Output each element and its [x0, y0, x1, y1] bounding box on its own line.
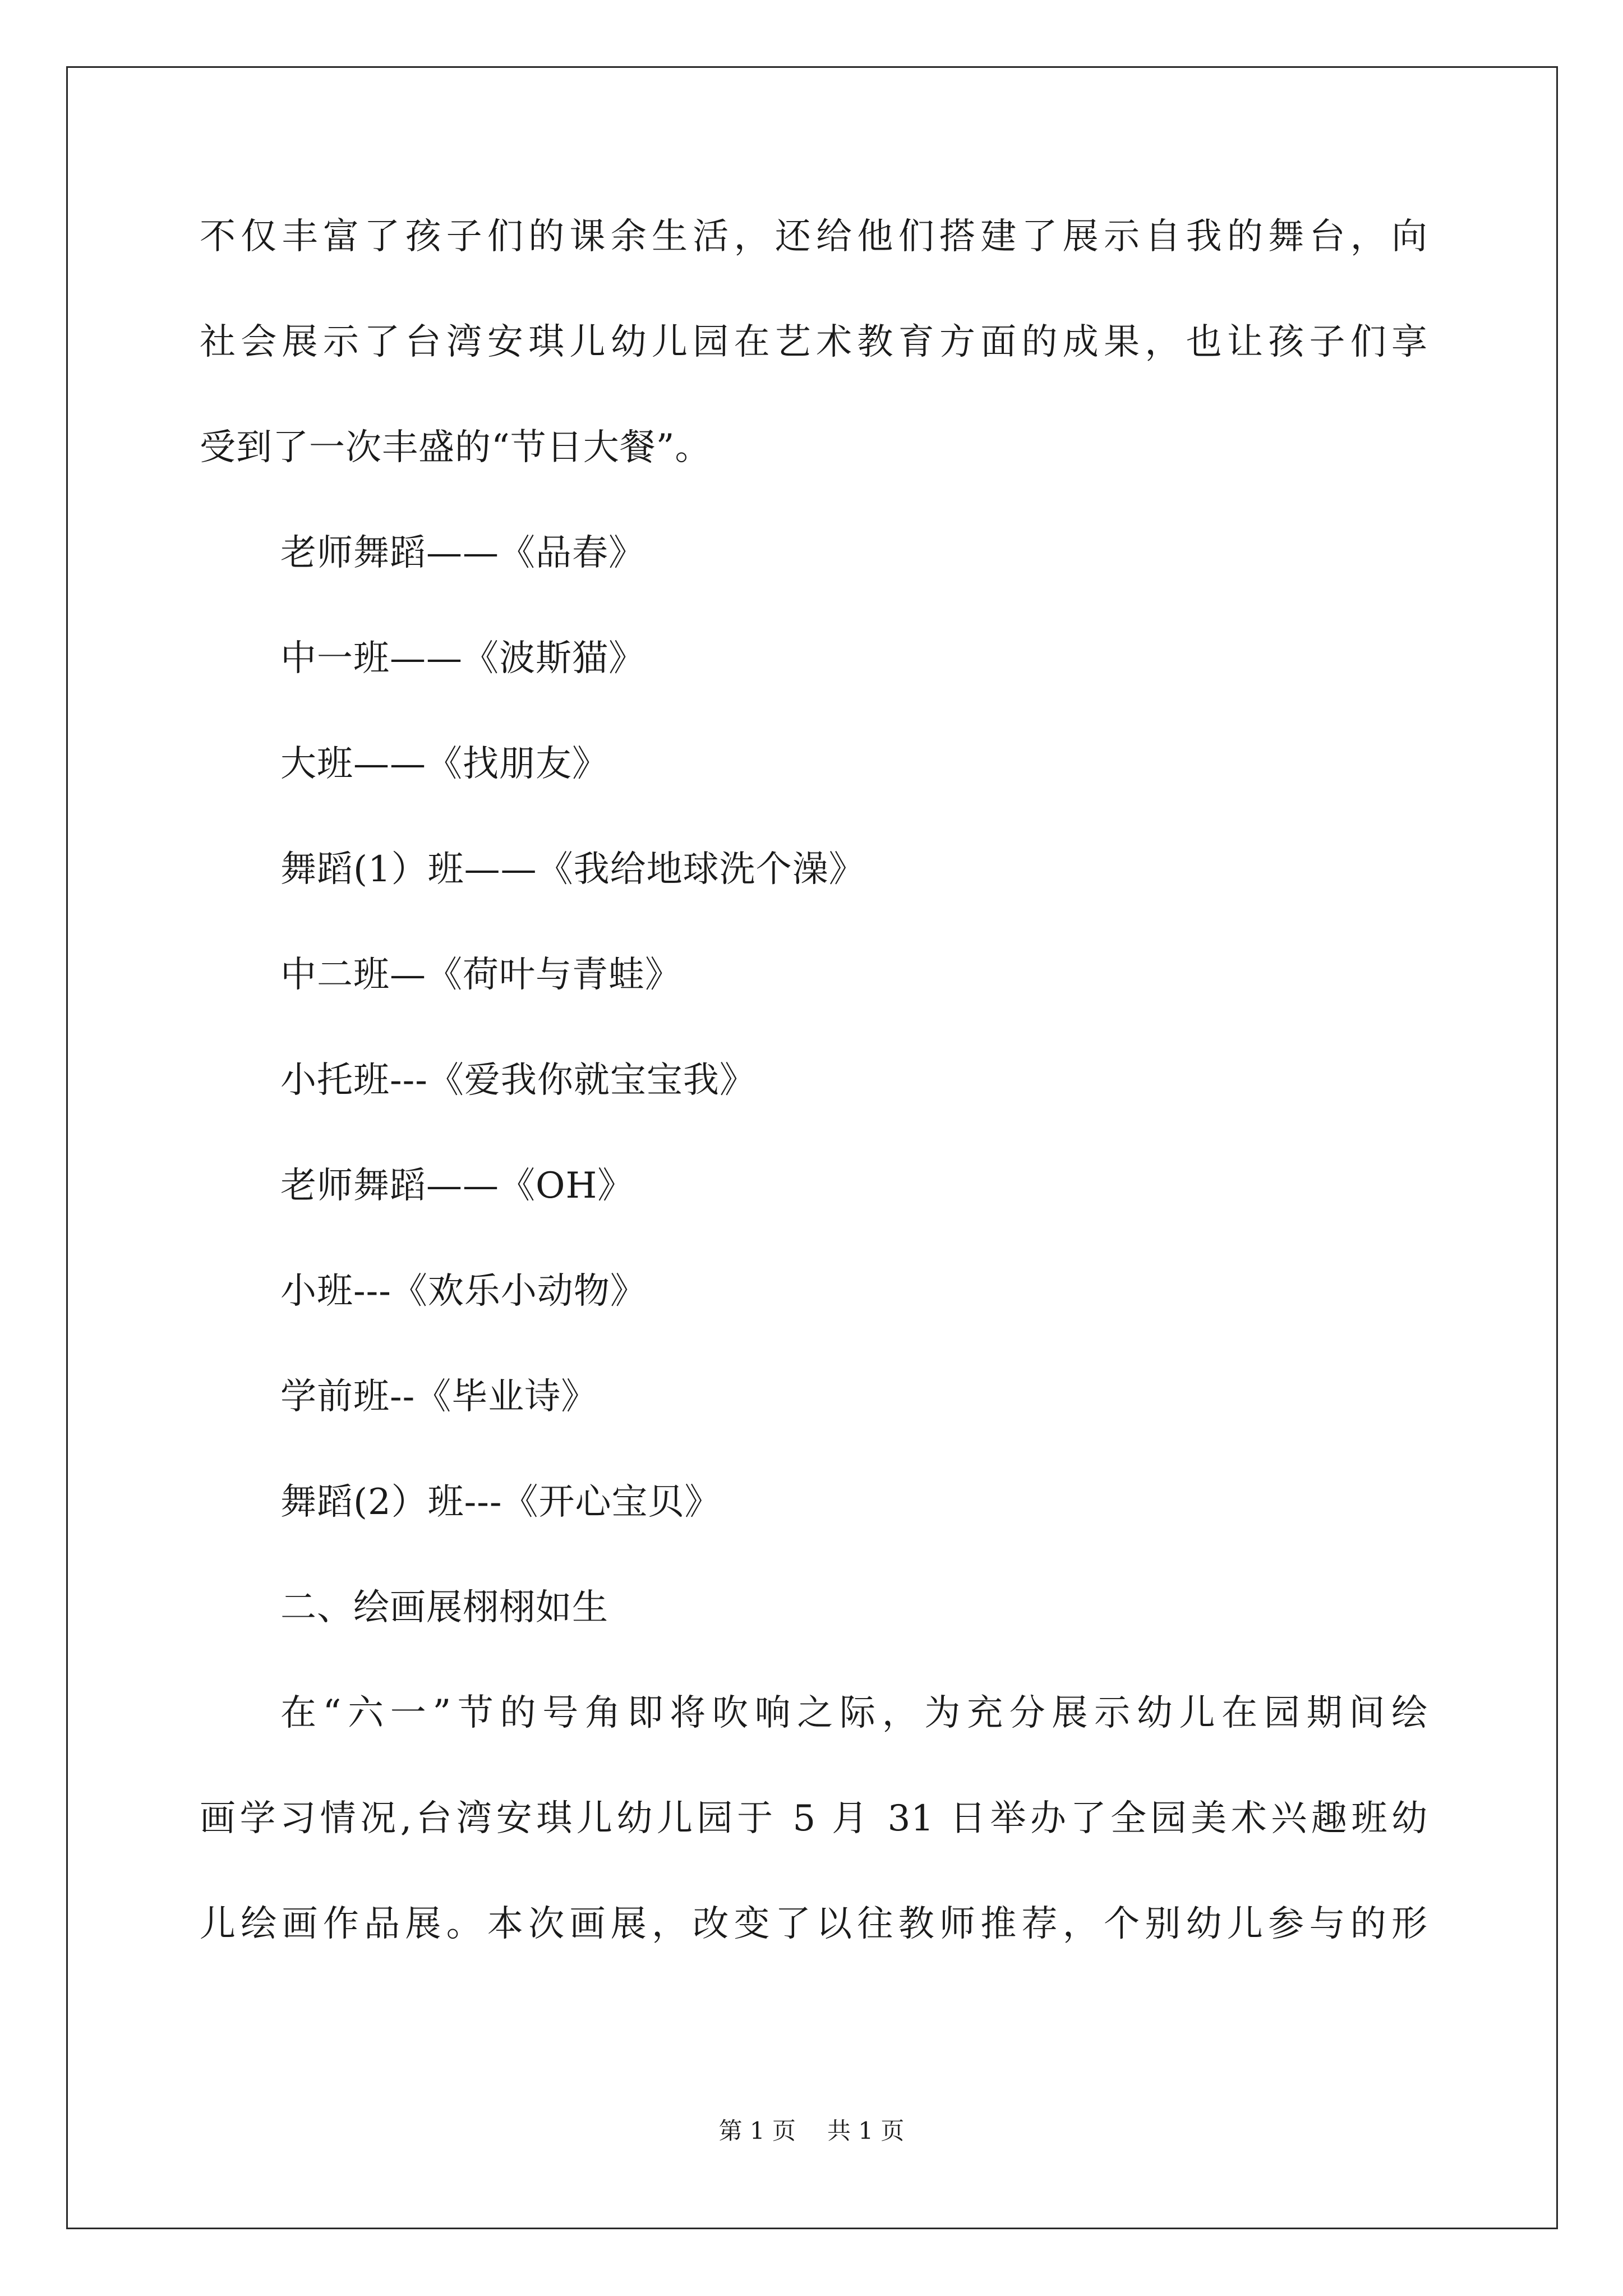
paragraph-line: 不仅丰富了孩子们的课余生活，还给他们搭建了展示自我的舞台，向 — [200, 216, 1428, 257]
paragraph-line: 在“六一”节的号角即将吹响之际，为充分展示幼儿在园期间绘 — [280, 1692, 1428, 1734]
program-item: 中一班——《波斯猫》 — [280, 638, 645, 679]
program-item: 中二班—《荷叶与青蛙》 — [280, 954, 681, 996]
paragraph-line: 社会展示了台湾安琪儿幼儿园在艺术教育方面的成果，也让孩子们享 — [200, 321, 1428, 363]
section-heading: 二、绘画展栩栩如生 — [280, 1587, 608, 1628]
page-footer — [0, 2119, 1623, 2143]
paragraph-line: 画学习情况,台湾安琪儿幼儿园于 5 月 31 日举办了全园美术兴趣班幼 — [200, 1798, 1428, 1839]
program-item: 学前班--《毕业诗》 — [280, 1376, 598, 1418]
program-item: 舞蹈(1）班——《我给地球洗个澡》 — [280, 849, 865, 890]
program-item: 小托班---《爱我你就宝宝我》 — [280, 1060, 756, 1101]
program-item: 老师舞蹈——《OH》 — [280, 1165, 634, 1207]
program-item: 大班——《找朋友》 — [280, 743, 608, 785]
document-body — [200, 216, 1428, 2012]
page-total: 共 1 页 — [827, 2117, 905, 2145]
paragraph-line: 受到了一次丰盛的“节日大餐”。 — [200, 427, 712, 468]
paragraph-line: 儿绘画作品展。本次画展，改变了以往教师推荐，个别幼儿参与的形 — [200, 1903, 1428, 1945]
program-item: 舞蹈(2）班---《开心宝贝》 — [280, 1481, 721, 1523]
program-item: 老师舞蹈——《品春》 — [280, 532, 645, 574]
page-number: 第 1 页 — [718, 2117, 796, 2145]
program-item: 小班---《欢乐小动物》 — [280, 1271, 647, 1312]
